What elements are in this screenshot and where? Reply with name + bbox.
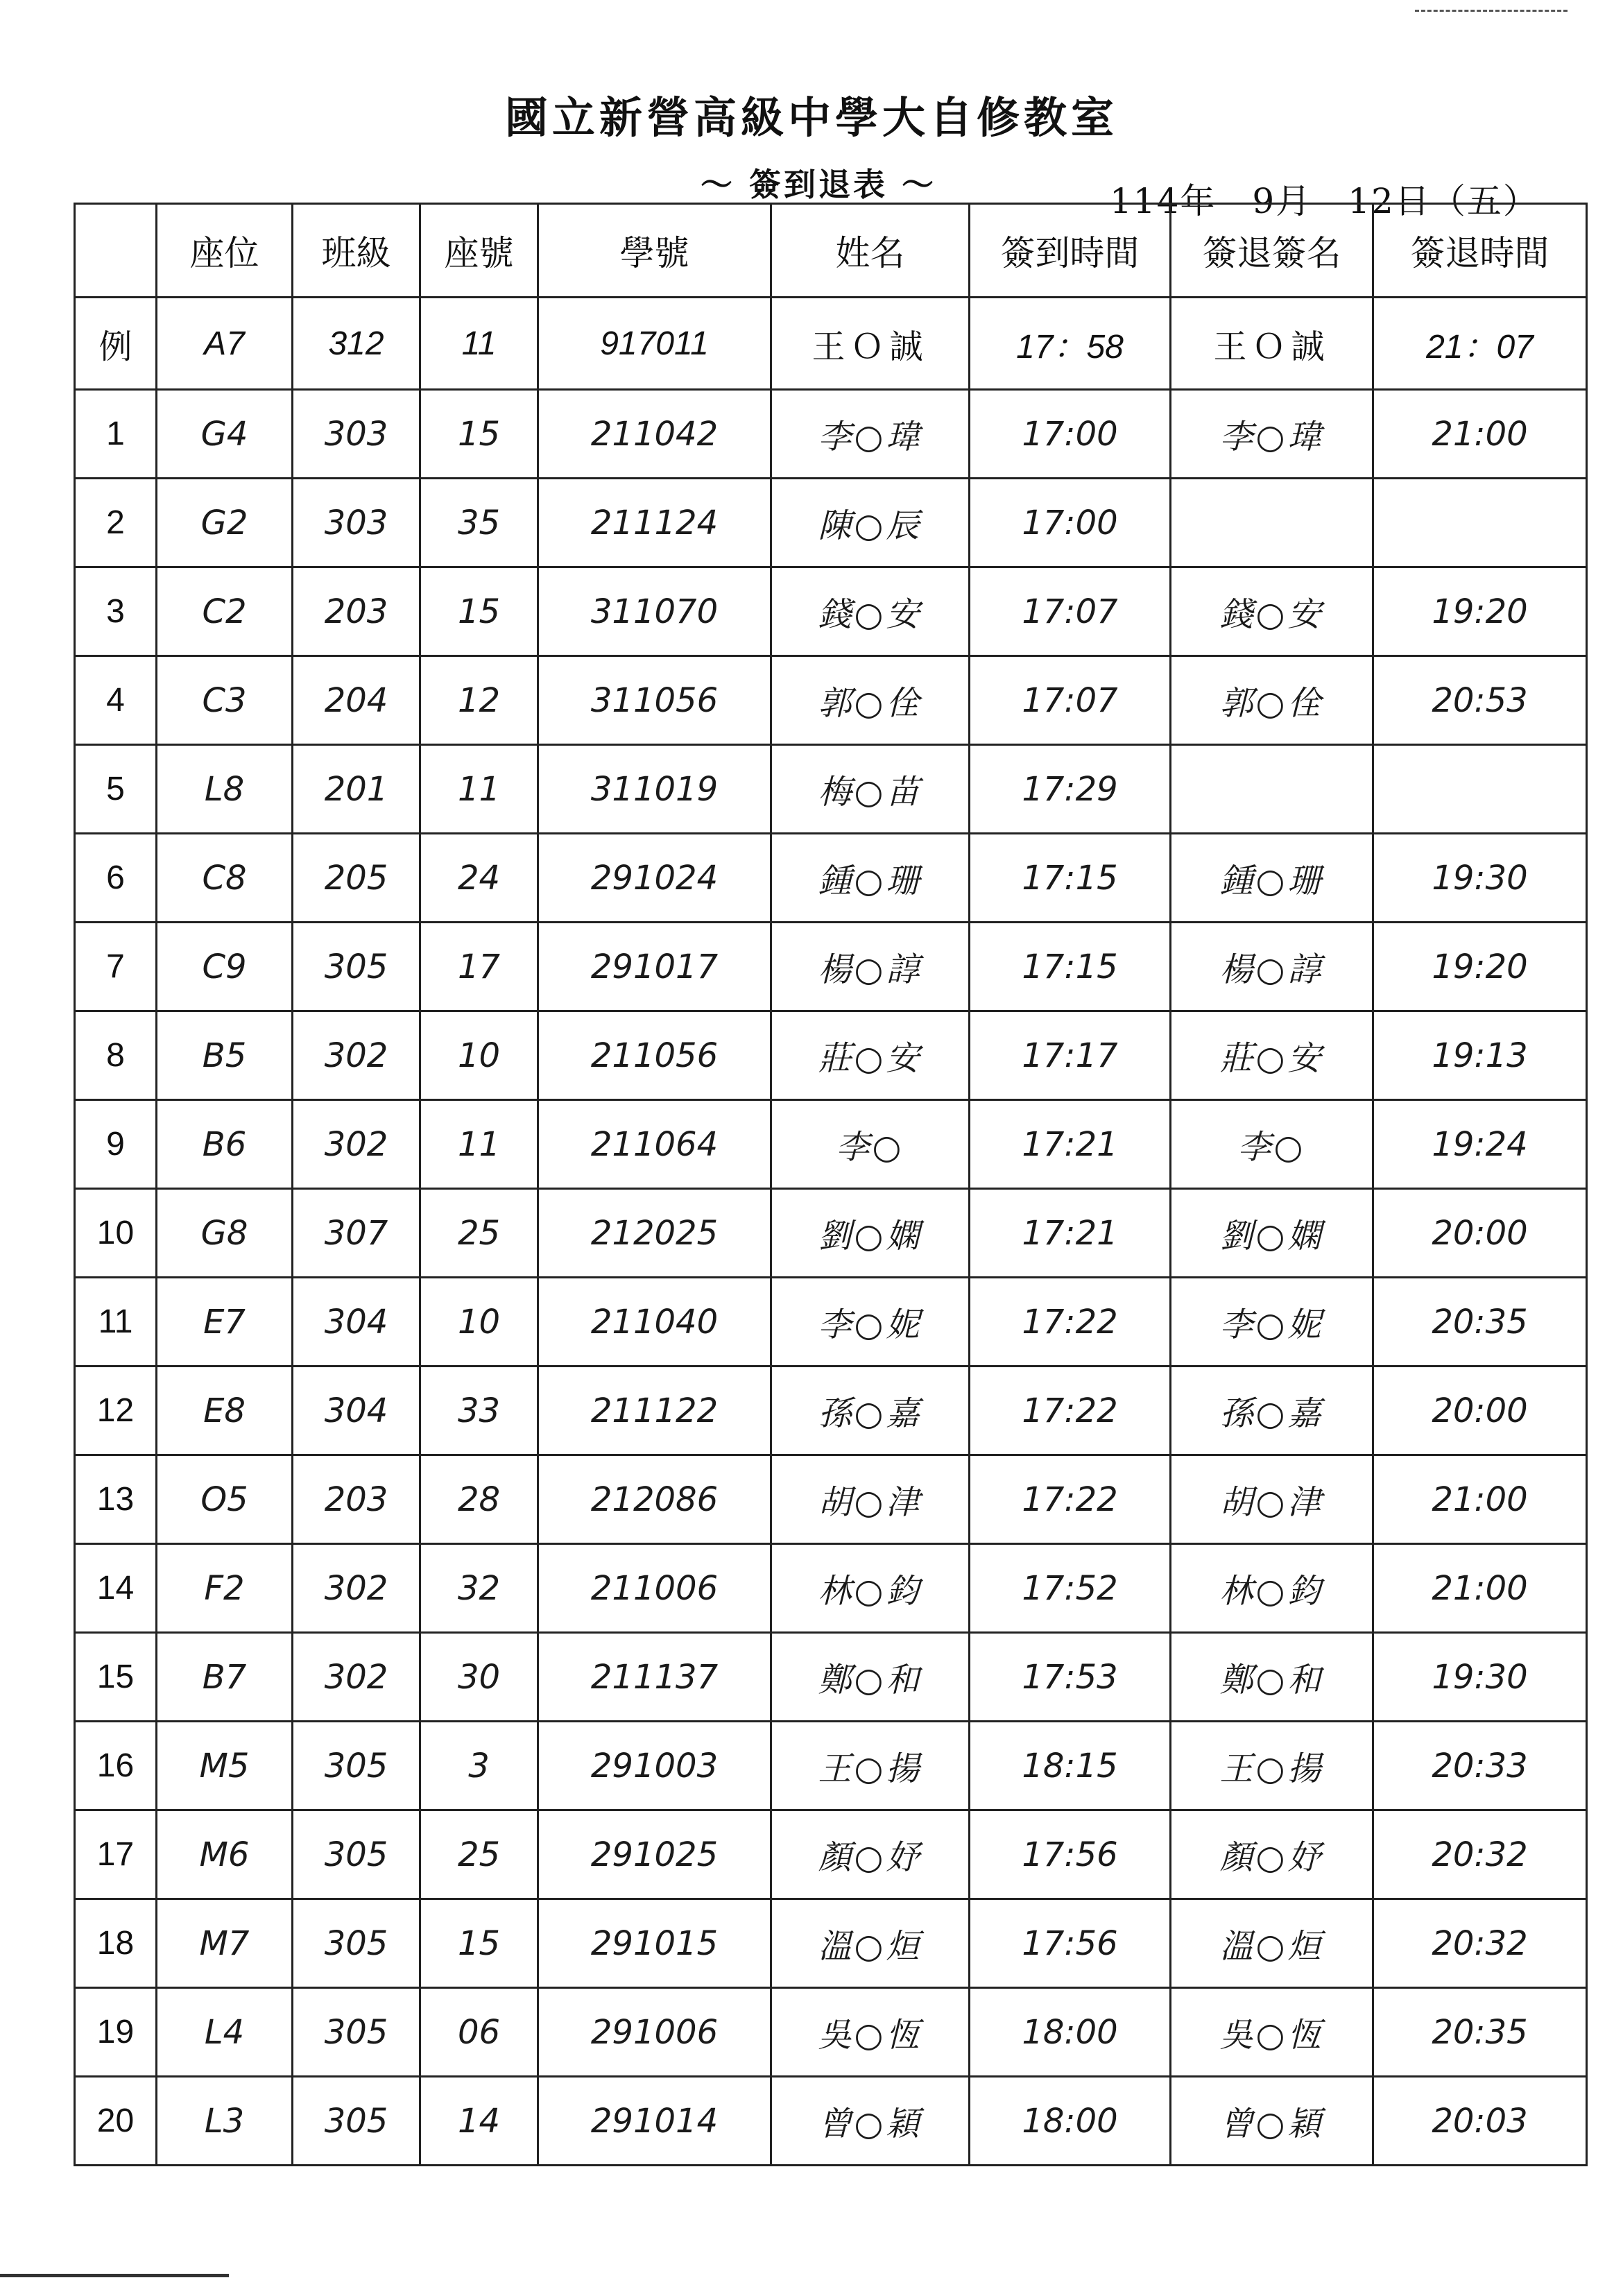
example-label: 例	[75, 298, 157, 390]
sheet-date: 114年 9月 12日（五）	[1110, 181, 1539, 221]
cell-sign-out-time: 20:53	[1373, 656, 1587, 745]
cell-seat-number: 14	[420, 2077, 538, 2166]
cell-student-id: 211006	[538, 1544, 771, 1633]
cell-class: 305	[293, 1899, 420, 1988]
cell-row-number: 1	[75, 390, 157, 479]
scan-mark-bottom	[0, 2274, 229, 2277]
cell-class: 201	[293, 745, 420, 834]
table-row	[75, 745, 1587, 834]
cell-class: 302	[293, 1544, 420, 1633]
cell-name: 王○揚	[771, 1722, 970, 1810]
cell-sign-out-time: 20:35	[1373, 1278, 1587, 1367]
cell-seat-number: 15	[420, 390, 538, 479]
cell-seat: C8	[157, 834, 293, 923]
cell-seat-number: 15	[420, 567, 538, 656]
cell-sign-out-time: 19:20	[1373, 923, 1587, 1011]
cell-seat: C3	[157, 656, 293, 745]
table-row	[75, 1633, 1587, 1722]
cell-seat-number: 10	[420, 1278, 538, 1367]
cell-student-id: 291024	[538, 834, 771, 923]
header-row	[75, 204, 1587, 298]
cell-class: 203	[293, 1455, 420, 1544]
cell-class: 304	[293, 1367, 420, 1455]
cell-seat: G2	[157, 479, 293, 567]
cell-row-number: 4	[75, 656, 157, 745]
cell-row-number: 16	[75, 1722, 157, 1810]
cell-seat-number: 30	[420, 1633, 538, 1722]
cell-seat: M6	[157, 1810, 293, 1899]
example-sign-out-time: 21：07	[1373, 298, 1587, 390]
cell-sign-in-time: 17:07	[970, 656, 1171, 745]
cell-row-number: 9	[75, 1100, 157, 1189]
cell-seat-number: 12	[420, 656, 538, 745]
cell-sign-in-time: 17:22	[970, 1367, 1171, 1455]
cell-student-id: 211137	[538, 1633, 771, 1722]
header-cell-seat-number: 座號	[420, 204, 538, 298]
cell-seat-number: 11	[420, 745, 538, 834]
cell-sign-out-time: 20:32	[1373, 1899, 1587, 1988]
cell-sign-in-time: 17:07	[970, 567, 1171, 656]
cell-class: 305	[293, 1810, 420, 1899]
cell-class: 305	[293, 923, 420, 1011]
cell-sign-out-signature: 吳○恆	[1171, 1988, 1373, 2077]
cell-name: 鄭○和	[771, 1633, 970, 1722]
cell-sign-in-time: 18:00	[970, 1988, 1171, 2077]
cell-row-number: 19	[75, 1988, 157, 2077]
table-row	[75, 390, 1587, 479]
example-student-id: 917011	[538, 298, 771, 390]
cell-sign-out-time: 20:32	[1373, 1810, 1587, 1899]
cell-seat-number: 3	[420, 1722, 538, 1810]
cell-seat-number: 17	[420, 923, 538, 1011]
cell-sign-out-signature: 楊○諄	[1171, 923, 1373, 1011]
cell-name: 楊○諄	[771, 923, 970, 1011]
cell-sign-out-signature: 曾○穎	[1171, 2077, 1373, 2166]
cell-student-id: 291006	[538, 1988, 771, 2077]
cell-sign-out-signature: 鍾○珊	[1171, 834, 1373, 923]
cell-sign-in-time: 17:22	[970, 1278, 1171, 1367]
header-cell-sign-out-signature: 簽退簽名	[1171, 204, 1373, 298]
table-row	[75, 923, 1587, 1011]
table-row	[75, 1100, 1587, 1189]
cell-sign-in-time: 18:15	[970, 1722, 1171, 1810]
cell-name: 劉○嫻	[771, 1189, 970, 1278]
cell-sign-in-time: 17:29	[970, 745, 1171, 834]
cell-seat: G8	[157, 1189, 293, 1278]
cell-student-id: 211042	[538, 390, 771, 479]
cell-sign-out-time	[1373, 745, 1587, 834]
cell-seat: E7	[157, 1278, 293, 1367]
cell-name: 李○瑋	[771, 390, 970, 479]
cell-sign-out-signature: 李○瑋	[1171, 390, 1373, 479]
cell-row-number: 5	[75, 745, 157, 834]
table-row	[75, 479, 1587, 567]
cell-sign-in-time: 17:17	[970, 1011, 1171, 1100]
cell-sign-in-time: 17:52	[970, 1544, 1171, 1633]
cell-sign-in-time: 17:21	[970, 1100, 1171, 1189]
cell-name: 郭○佺	[771, 656, 970, 745]
example-seat: A7	[157, 298, 293, 390]
cell-student-id: 212086	[538, 1455, 771, 1544]
cell-student-id: 291017	[538, 923, 771, 1011]
cell-seat: F2	[157, 1544, 293, 1633]
cell-sign-in-time: 17:56	[970, 1810, 1171, 1899]
table-row	[75, 1455, 1587, 1544]
cell-student-id: 291015	[538, 1899, 771, 1988]
cell-seat-number: 35	[420, 479, 538, 567]
cell-sign-in-time: 17:15	[970, 923, 1171, 1011]
cell-student-id: 311056	[538, 656, 771, 745]
cell-class: 203	[293, 567, 420, 656]
cell-seat-number: 33	[420, 1367, 538, 1455]
example-sign-in-time: 17：58	[970, 298, 1171, 390]
cell-sign-out-signature: 莊○安	[1171, 1011, 1373, 1100]
cell-seat: M5	[157, 1722, 293, 1810]
cell-class: 302	[293, 1100, 420, 1189]
table-row	[75, 1810, 1587, 1899]
cell-name: 林○鈞	[771, 1544, 970, 1633]
cell-sign-out-signature: 孫○嘉	[1171, 1367, 1373, 1455]
cell-sign-out-time: 20:33	[1373, 1722, 1587, 1810]
table-row	[75, 1544, 1587, 1633]
cell-sign-out-signature: 李○妮	[1171, 1278, 1373, 1367]
cell-seat-number: 10	[420, 1011, 538, 1100]
cell-sign-in-time: 17:15	[970, 834, 1171, 923]
cell-student-id: 211064	[538, 1100, 771, 1189]
cell-sign-out-signature: 鄭○和	[1171, 1633, 1373, 1722]
cell-row-number: 6	[75, 834, 157, 923]
cell-name: 顏○妤	[771, 1810, 970, 1899]
cell-sign-in-time: 17:22	[970, 1455, 1171, 1544]
cell-sign-out-signature: 郭○佺	[1171, 656, 1373, 745]
cell-seat-number: 24	[420, 834, 538, 923]
cell-seat: G4	[157, 390, 293, 479]
cell-seat: E8	[157, 1367, 293, 1455]
cell-seat: L8	[157, 745, 293, 834]
cell-name: 錢○安	[771, 567, 970, 656]
cell-class: 302	[293, 1011, 420, 1100]
cell-row-number: 17	[75, 1810, 157, 1899]
cell-row-number: 15	[75, 1633, 157, 1722]
cell-sign-out-signature: 胡○津	[1171, 1455, 1373, 1544]
cell-sign-out-time: 19:20	[1373, 567, 1587, 656]
sign-in-table	[74, 203, 1588, 2166]
cell-student-id: 311019	[538, 745, 771, 834]
table-row	[75, 567, 1587, 656]
cell-sign-out-time: 20:00	[1373, 1367, 1587, 1455]
cell-student-id: 211040	[538, 1278, 771, 1367]
cell-class: 307	[293, 1189, 420, 1278]
table-row	[75, 1278, 1587, 1367]
header-cell-sign-in-time: 簽到時間	[970, 204, 1171, 298]
cell-class: 303	[293, 390, 420, 479]
cell-row-number: 18	[75, 1899, 157, 1988]
cell-seat-number: 06	[420, 1988, 538, 2077]
cell-row-number: 14	[75, 1544, 157, 1633]
cell-sign-out-time: 21:00	[1373, 1544, 1587, 1633]
cell-class: 205	[293, 834, 420, 923]
table-row	[75, 1011, 1587, 1100]
cell-seat-number: 32	[420, 1544, 538, 1633]
table-row	[75, 1367, 1587, 1455]
cell-student-id: 291014	[538, 2077, 771, 2166]
cell-name: 溫○烜	[771, 1899, 970, 1988]
cell-name: 梅○苗	[771, 745, 970, 834]
cell-seat-number: 11	[420, 1100, 538, 1189]
cell-class: 302	[293, 1633, 420, 1722]
cell-seat: C9	[157, 923, 293, 1011]
cell-name: 吳○恆	[771, 1988, 970, 2077]
cell-seat: O5	[157, 1455, 293, 1544]
cell-seat: L3	[157, 2077, 293, 2166]
cell-name: 陳○辰	[771, 479, 970, 567]
cell-sign-out-time: 21:00	[1373, 1455, 1587, 1544]
cell-student-id: 311070	[538, 567, 771, 656]
table-row	[75, 1189, 1587, 1278]
cell-sign-out-time: 21:00	[1373, 390, 1587, 479]
cell-row-number: 7	[75, 923, 157, 1011]
cell-sign-out-time: 19:30	[1373, 834, 1587, 923]
cell-row-number: 8	[75, 1011, 157, 1100]
cell-class: 204	[293, 656, 420, 745]
cell-row-number: 12	[75, 1367, 157, 1455]
table-row	[75, 2077, 1587, 2166]
cell-seat: C2	[157, 567, 293, 656]
cell-class: 303	[293, 479, 420, 567]
cell-class: 304	[293, 1278, 420, 1367]
cell-seat: B5	[157, 1011, 293, 1100]
cell-sign-in-time: 17:00	[970, 390, 1171, 479]
cell-row-number: 11	[75, 1278, 157, 1367]
cell-name: 李○	[771, 1100, 970, 1189]
header-cell-sign-out-time: 簽退時間	[1373, 204, 1587, 298]
cell-seat-number: 28	[420, 1455, 538, 1544]
cell-student-id: 212025	[538, 1189, 771, 1278]
cell-sign-out-time: 20:35	[1373, 1988, 1587, 2077]
header-cell-class: 班級	[293, 204, 420, 298]
cell-class: 305	[293, 2077, 420, 2166]
cell-sign-out-time	[1373, 479, 1587, 567]
header-cell-student-id: 學號	[538, 204, 771, 298]
table-row	[75, 1988, 1587, 2077]
cell-sign-out-time: 19:30	[1373, 1633, 1587, 1722]
cell-sign-out-signature: 顏○妤	[1171, 1810, 1373, 1899]
cell-student-id: 291003	[538, 1722, 771, 1810]
cell-sign-out-signature: 溫○烜	[1171, 1899, 1373, 1988]
table-row	[75, 656, 1587, 745]
cell-name: 李○妮	[771, 1278, 970, 1367]
cell-sign-in-time: 17:53	[970, 1633, 1171, 1722]
example-name: 王Ｏ誠	[771, 298, 970, 390]
cell-student-id: 211122	[538, 1367, 771, 1455]
example-class: 312	[293, 298, 420, 390]
cell-sign-out-time: 19:13	[1373, 1011, 1587, 1100]
cell-class: 305	[293, 1988, 420, 2077]
cell-seat-number: 15	[420, 1899, 538, 1988]
cell-student-id: 211124	[538, 479, 771, 567]
example-sign-out-signature: 王Ｏ誠	[1171, 298, 1373, 390]
page-title: 國立新營高級中學大自修教室	[504, 92, 1118, 143]
cell-seat: B7	[157, 1633, 293, 1722]
cell-row-number: 20	[75, 2077, 157, 2166]
example-row	[75, 298, 1587, 390]
cell-row-number: 3	[75, 567, 157, 656]
cell-seat-number: 25	[420, 1810, 538, 1899]
cell-sign-out-time: 20:00	[1373, 1189, 1587, 1278]
table-row	[75, 1722, 1587, 1810]
cell-sign-in-time: 17:56	[970, 1899, 1171, 1988]
cell-seat: M7	[157, 1899, 293, 1988]
cell-sign-in-time: 17:21	[970, 1189, 1171, 1278]
cell-seat: L4	[157, 1988, 293, 2077]
cell-seat: B6	[157, 1100, 293, 1189]
cell-sign-out-time: 20:03	[1373, 2077, 1587, 2166]
cell-sign-in-time: 18:00	[970, 2077, 1171, 2166]
cell-sign-out-signature: 王○揚	[1171, 1722, 1373, 1810]
cell-sign-out-signature	[1171, 479, 1373, 567]
page-subtitle: ～ 簽到退表 ～	[701, 166, 937, 203]
cell-row-number: 2	[75, 479, 157, 567]
example-seat-number: 11	[420, 298, 538, 390]
cell-student-id: 291025	[538, 1810, 771, 1899]
cell-sign-out-signature: 劉○嫻	[1171, 1189, 1373, 1278]
cell-name: 曾○穎	[771, 2077, 970, 2166]
cell-row-number: 10	[75, 1189, 157, 1278]
cell-sign-out-time: 19:24	[1373, 1100, 1587, 1189]
cell-sign-out-signature	[1171, 745, 1373, 834]
cell-sign-out-signature: 林○鈞	[1171, 1544, 1373, 1633]
cell-seat-number: 25	[420, 1189, 538, 1278]
cell-row-number: 13	[75, 1455, 157, 1544]
cell-name: 莊○安	[771, 1011, 970, 1100]
table-row	[75, 834, 1587, 923]
header-cell-index	[75, 204, 157, 298]
cell-sign-in-time: 17:00	[970, 479, 1171, 567]
cell-sign-out-signature: 錢○安	[1171, 567, 1373, 656]
scan-mark-top	[1415, 10, 1568, 15]
cell-student-id: 211056	[538, 1011, 771, 1100]
table-row	[75, 1899, 1587, 1988]
cell-name: 孫○嘉	[771, 1367, 970, 1455]
cell-sign-out-signature: 李○	[1171, 1100, 1373, 1189]
cell-class: 305	[293, 1722, 420, 1810]
cell-name: 胡○津	[771, 1455, 970, 1544]
header-cell-name: 姓名	[771, 204, 970, 298]
header-cell-seat: 座位	[157, 204, 293, 298]
cell-name: 鍾○珊	[771, 834, 970, 923]
